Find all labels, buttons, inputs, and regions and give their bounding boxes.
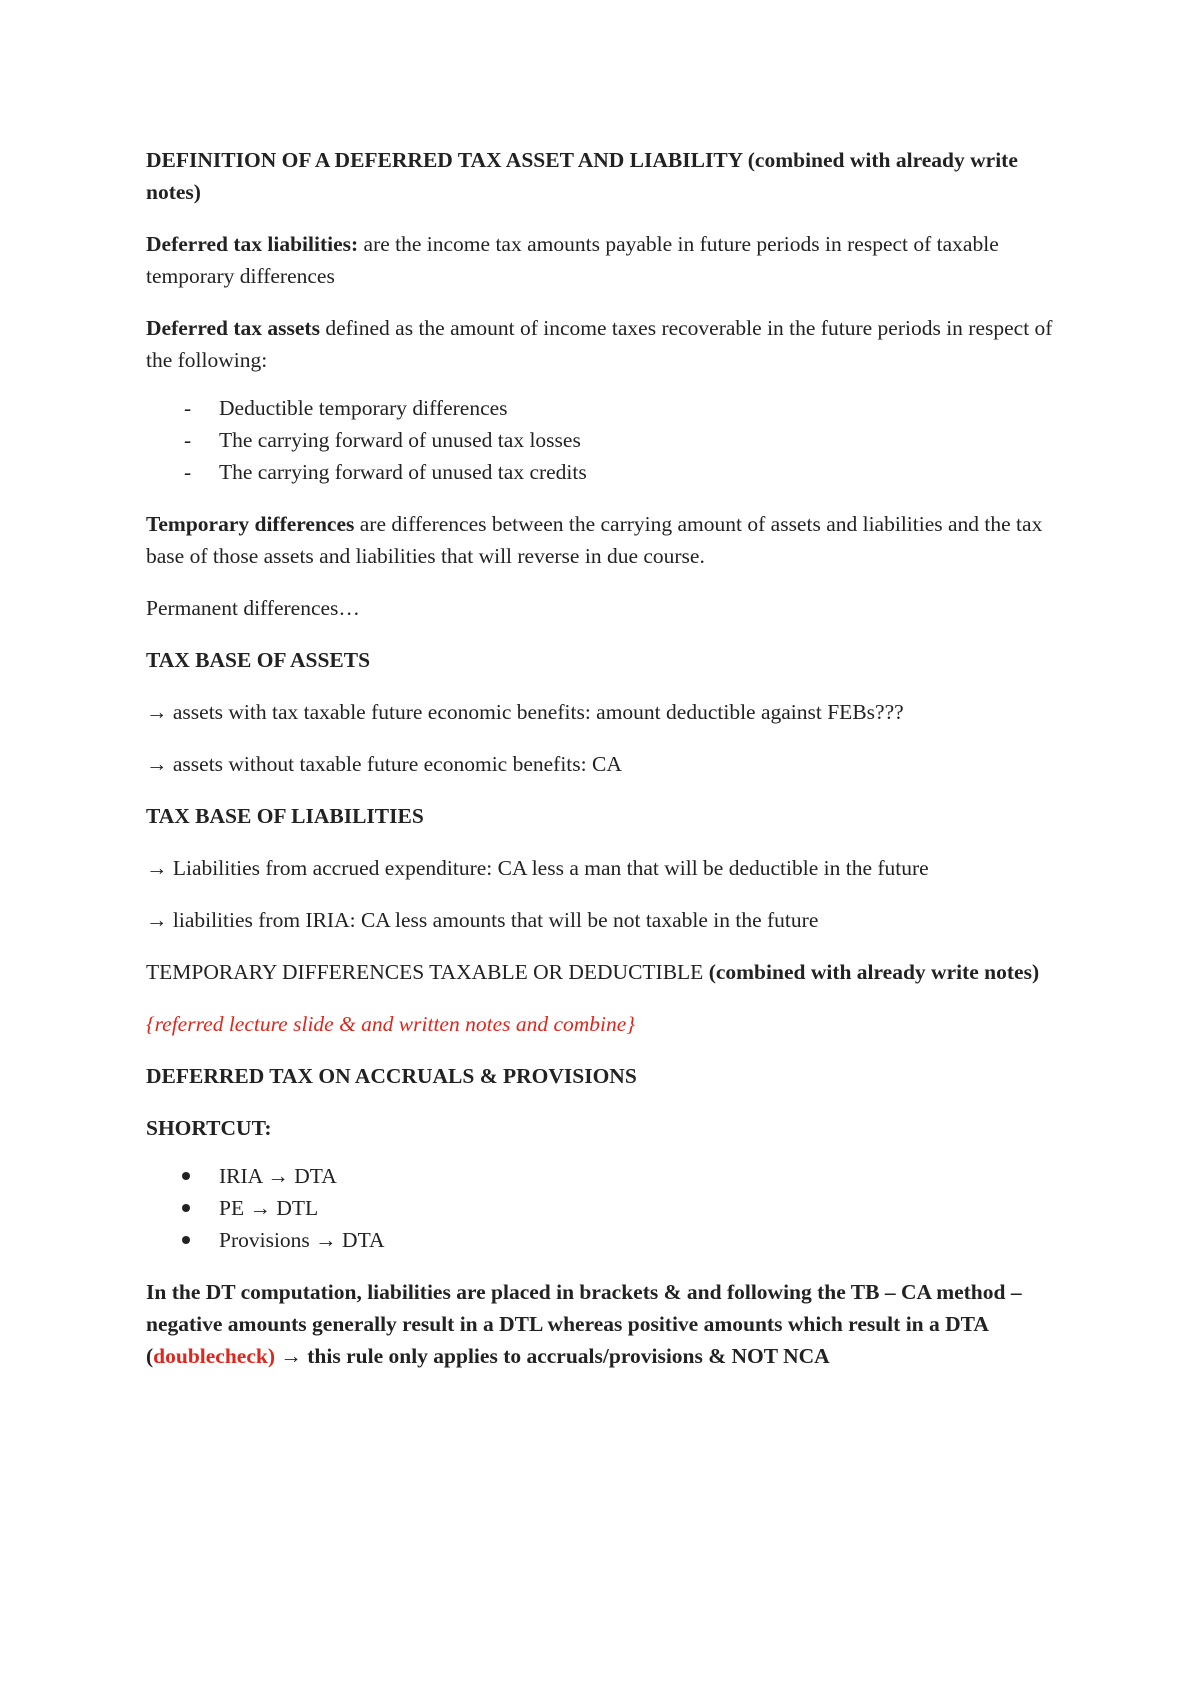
line-tax-base-liabilities: → liabilities from IRIA: CA less amounts that will be not taxable in the future bbox=[146, 908, 819, 932]
paragraph-dta bbox=[146, 312, 1060, 376]
heading-accruals-provisions: DEFERRED TAX ON ACCRUALS & PROVISIONS bbox=[146, 1064, 637, 1088]
list-item: - Deductible temporary differences bbox=[146, 392, 1060, 424]
line-tax-base-assets: → assets with tax taxable future economic benefits: amount deductible against FEBs??? bbox=[146, 700, 904, 724]
dt-computation-rule: → this rule only applies to accruals/provisions & NOT NCA bbox=[275, 1344, 830, 1368]
dta-list bbox=[146, 392, 1060, 488]
heading-shortcut: SHORTCUT: bbox=[146, 1116, 272, 1140]
list-item: - The carrying forward of unused tax credits bbox=[146, 456, 1060, 488]
list-item: - The carrying forward of unused tax losses bbox=[146, 424, 1060, 456]
line-tax-base-liabilities: → Liabilities from accrued expenditure: CA less a man that will be deductible in the future bbox=[146, 856, 929, 880]
paragraph-dtl bbox=[146, 228, 1060, 292]
heading-deferred-tax-definition: DEFINITION OF A DEFERRED TAX ASSET AND LIABILITY (combined with already write notes) bbox=[146, 148, 1018, 204]
heading-tax-base-liabilities: TAX BASE OF LIABILITIES bbox=[146, 804, 424, 828]
doublecheck-flag: doublecheck) bbox=[153, 1344, 276, 1368]
dt-computation-text: In the DT computation, liabilities are placed in brackets & and following the TB – CA method – negative amounts generally result in a DTL whereas positive amounts which result in a DTA ( bbox=[146, 1280, 1022, 1368]
term-temporary-differences: Temporary differences bbox=[146, 512, 355, 536]
list-item: Provisions → DTA bbox=[146, 1224, 1060, 1256]
definition-dtl: are the income tax amounts payable in future periods in respect of taxable temporary differences bbox=[146, 232, 999, 288]
heading-tax-base-assets: TAX BASE OF ASSETS bbox=[146, 648, 371, 672]
heading-temporary-differences bbox=[146, 956, 1060, 988]
term-dta: Deferred tax assets bbox=[146, 316, 320, 340]
term-dtl: Deferred tax liabilities: bbox=[146, 232, 359, 256]
paragraph-dt-computation bbox=[146, 1276, 1060, 1372]
definition-dta: defined as the amount of income taxes recoverable in the future periods in respect of the following: bbox=[146, 316, 1053, 372]
shortcut-list bbox=[146, 1160, 1060, 1256]
note-referred-lecture: {referred lecture slide & and written notes and combine} bbox=[146, 1012, 635, 1036]
definition-temporary-differences: are differences between the carrying amount of assets and liabilities and the tax base of those assets and liabilities that will reverse in due course. bbox=[146, 512, 1043, 568]
heading-temporary-differences-text: TEMPORARY DIFFERENCES TAXABLE OR DEDUCTIBLE bbox=[146, 960, 709, 984]
list-item: PE → DTL bbox=[146, 1192, 1060, 1224]
paragraph-temporary-differences bbox=[146, 508, 1060, 572]
heading-temporary-differences-note: (combined with already write notes) bbox=[708, 960, 1040, 984]
line-tax-base-assets: → assets without taxable future economic benefits: CA bbox=[146, 752, 622, 776]
paragraph-permanent-differences: Permanent differences… bbox=[146, 596, 360, 620]
list-item: IRIA → DTA bbox=[146, 1160, 1060, 1192]
